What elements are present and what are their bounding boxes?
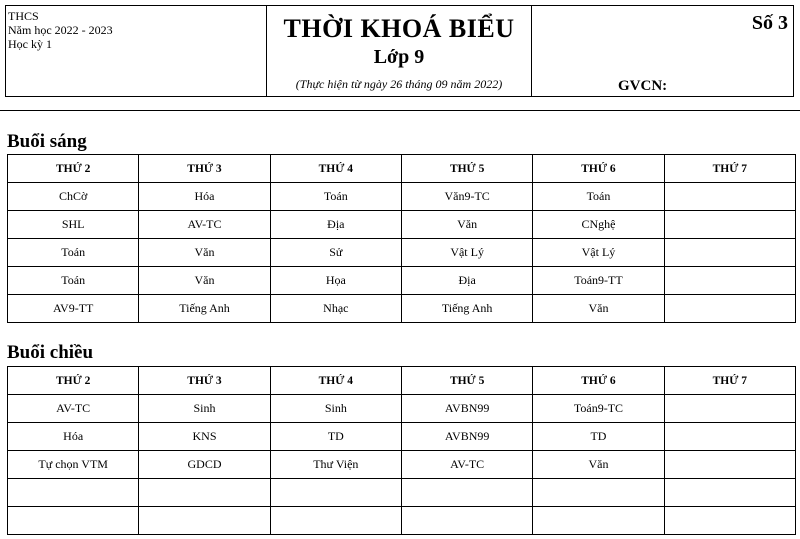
table-cell: Văn (139, 267, 270, 295)
table-cell: ChCờ (8, 183, 139, 211)
table-cell: Địa (270, 211, 401, 239)
table-cell (664, 183, 795, 211)
table-cell: AVBN99 (401, 395, 532, 423)
column-header: THỨ 2 (8, 367, 139, 395)
table-cell: TD (533, 423, 664, 451)
table-row (8, 451, 796, 479)
afternoon-title: Buổi chiều (7, 342, 94, 363)
semester: Học kỳ 1 (8, 37, 52, 51)
table-cell: Văn (401, 211, 532, 239)
table-cell: AV-TC (401, 451, 532, 479)
table-cell: Địa (401, 267, 532, 295)
morning-header-row (8, 155, 796, 183)
table-row (8, 423, 796, 451)
title-box (266, 5, 532, 97)
column-header: THỨ 6 (533, 367, 664, 395)
table-cell (8, 507, 139, 535)
table-cell: KNS (139, 423, 270, 451)
table-cell (664, 507, 795, 535)
effective-date: (Thực hiện từ ngày 26 tháng 09 năm 2022) (295, 77, 503, 91)
table-cell: Thư Viện (270, 451, 401, 479)
column-header: THỨ 5 (401, 155, 532, 183)
table-cell: Toán (8, 267, 139, 295)
table-cell (664, 211, 795, 239)
page-title: THỜI KHOÁ BIỂU (283, 14, 515, 43)
table-cell: Sinh (270, 395, 401, 423)
table-cell: Họa (270, 267, 401, 295)
table-row (8, 183, 796, 211)
timetable-header (5, 5, 795, 97)
table-cell: Tiếng Anh (139, 295, 270, 323)
table-row (8, 239, 796, 267)
column-header: THỨ 5 (401, 367, 532, 395)
afternoon-header-row (8, 367, 796, 395)
table-cell: Văn (533, 451, 664, 479)
class-name: Lớp 9 (373, 46, 425, 68)
table-cell: AV-TC (139, 211, 270, 239)
table-cell: Vật Lý (533, 239, 664, 267)
table-cell: TD (270, 423, 401, 451)
table-cell: Tự chọn VTM (8, 451, 139, 479)
table-row (8, 211, 796, 239)
table-cell: Sử (270, 239, 401, 267)
table-cell: AV-TC (8, 395, 139, 423)
column-header: THỨ 4 (270, 367, 401, 395)
number-box (532, 5, 794, 97)
table-cell: Toán (270, 183, 401, 211)
table-cell: GDCD (139, 451, 270, 479)
table-row (8, 267, 796, 295)
table-cell: Toán (533, 183, 664, 211)
homeroom-teacher-label: GVCN: (618, 78, 668, 94)
table-row (8, 479, 796, 507)
table-cell (270, 507, 401, 535)
school-info-box (5, 5, 266, 97)
column-header: THỨ 3 (139, 367, 270, 395)
table-row (8, 295, 796, 323)
afternoon-table (7, 366, 796, 535)
table-cell: AVBN99 (401, 423, 532, 451)
table-cell: Sinh (139, 395, 270, 423)
table-cell (664, 423, 795, 451)
table-cell (139, 479, 270, 507)
column-header: THỨ 4 (270, 155, 401, 183)
table-cell (139, 507, 270, 535)
table-cell: Vật Lý (401, 239, 532, 267)
header-divider (0, 110, 800, 111)
table-cell: Hóa (139, 183, 270, 211)
table-cell (401, 479, 532, 507)
table-cell (533, 507, 664, 535)
morning-table (7, 154, 796, 323)
table-cell (664, 295, 795, 323)
table-cell: Văn9-TC (401, 183, 532, 211)
table-cell: Toán (8, 239, 139, 267)
table-row (8, 507, 796, 535)
table-cell: Toán9-TT (533, 267, 664, 295)
table-cell (664, 267, 795, 295)
table-cell (533, 479, 664, 507)
column-header: THỨ 7 (664, 155, 795, 183)
table-cell (664, 239, 795, 267)
table-cell (270, 479, 401, 507)
morning-title: Buổi sáng (7, 131, 87, 152)
school-year: Năm học 2022 - 2023 (8, 23, 113, 37)
table-cell (664, 479, 795, 507)
table-cell: CNghệ (533, 211, 664, 239)
table-cell (664, 395, 795, 423)
table-cell: Văn (533, 295, 664, 323)
table-cell: Văn (139, 239, 270, 267)
schedule-number: Số 3 (751, 12, 788, 34)
column-header: THỨ 7 (664, 367, 795, 395)
table-cell: SHL (8, 211, 139, 239)
column-header: THỨ 6 (533, 155, 664, 183)
school-name: THCS (8, 9, 39, 23)
table-cell: AV9-TT (8, 295, 139, 323)
table-cell (8, 479, 139, 507)
column-header: THỨ 2 (8, 155, 139, 183)
column-header: THỨ 3 (139, 155, 270, 183)
table-cell (664, 451, 795, 479)
table-cell: Toán9-TC (533, 395, 664, 423)
table-cell (401, 507, 532, 535)
table-cell: Tiếng Anh (401, 295, 532, 323)
table-cell: Hóa (8, 423, 139, 451)
table-row (8, 395, 796, 423)
table-cell: Nhạc (270, 295, 401, 323)
